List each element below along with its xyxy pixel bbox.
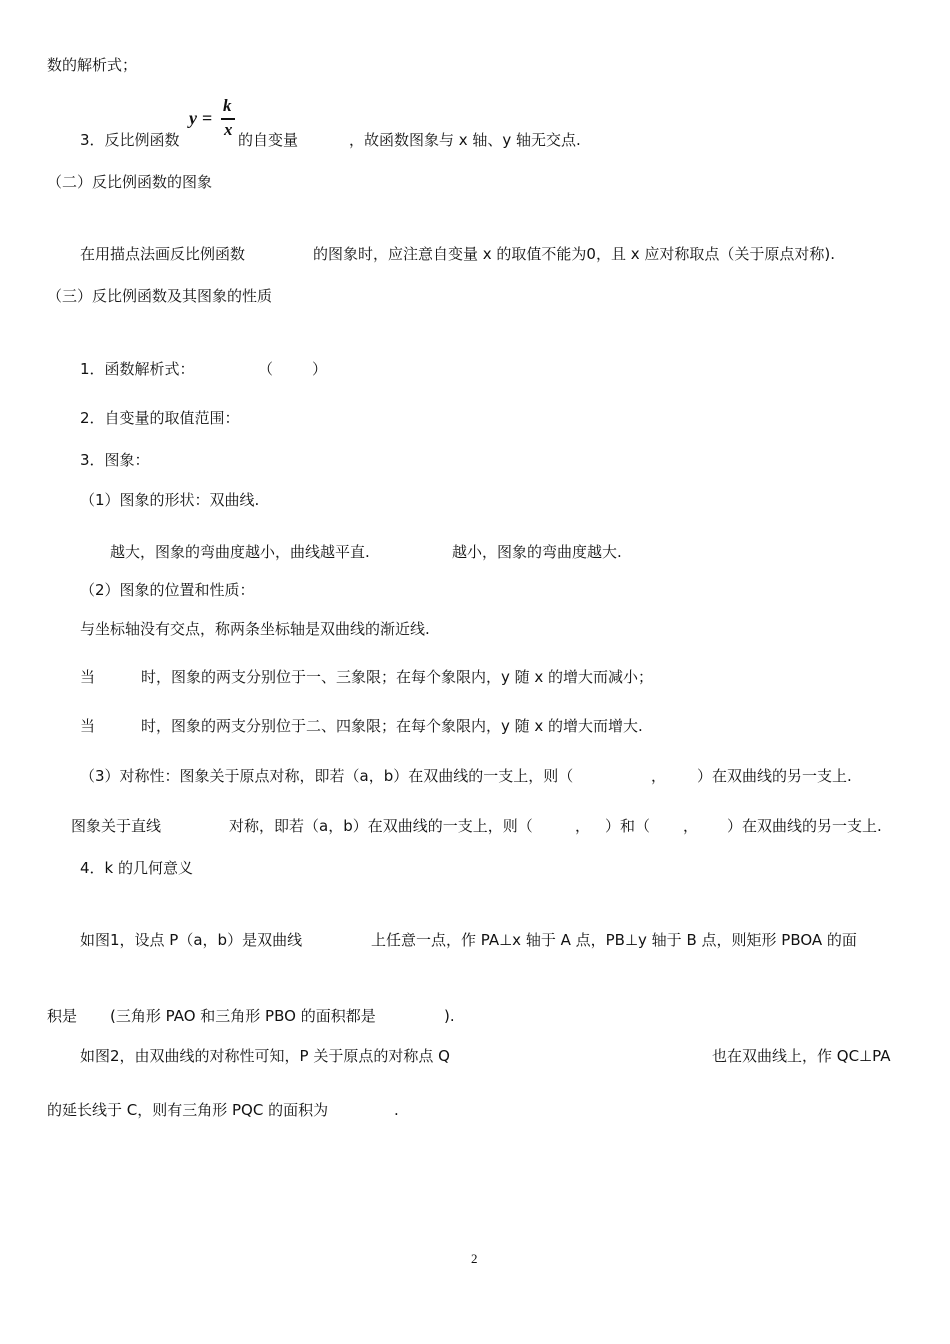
text-line: ）在双曲线的另一支上. [697,767,852,785]
text-line: 积是 [47,1007,78,1025]
text-line: 时，图象的两支分别位于二、四象限；在每个象限内，y 随 x 的增大而增大. [141,717,643,735]
text-line: ， [683,817,699,835]
text-line: 在用描点法画反比例函数 [80,245,246,263]
page-number: 2 [471,1251,478,1266]
text-line: 对称，即若（a，b）在双曲线的一支上，则（ [229,817,533,835]
text-line: . [394,1101,399,1119]
text-line: 上任意一点，作 PA⊥x 轴于 A 点，PB⊥y 轴于 B 点，则矩形 PBOA 的面 [371,931,857,949]
text-line: 2．自变量的取值范围： [80,409,240,427]
text-line: ）在双曲线的另一支上. [727,817,882,835]
text-line: 1．函数解析式： [80,360,195,378]
text-line: 当 [80,717,96,735]
text-line: 如图2，由双曲线的对称性可知，P 关于原点的对称点 Q [80,1047,450,1065]
text-line: ）和（ [605,817,651,835]
text-line: 当 [80,668,96,686]
text-line: 也在双曲线上，作 QC⊥PA [712,1047,891,1065]
text-line: （3）对称性：图象关于原点对称，即若（a，b）在双曲线的一支上，则（ [80,767,574,785]
formula-equals: = [202,108,213,128]
text-line: ). [444,1007,455,1025]
section-heading: （二）反比例函数的图象 [47,173,213,191]
text-line: 时，图象的两支分别位于一、三象限；在每个象限内，y 随 x 的增大而减小； [141,668,654,686]
text-line: 越小，图象的弯曲度越大. [452,543,622,561]
text-line: 3．反比例函数 [80,131,180,149]
text-line: 的延长线于 C，则有三角形 PQC 的面积为 [47,1101,329,1119]
text-line: （1）图象的形状：双曲线. [80,491,260,509]
text-line: 数的解析式； [47,56,138,74]
text-line: ， [575,817,591,835]
text-line: 图象关于直线 [71,817,162,835]
section-heading: （三）反比例函数及其图象的性质 [47,287,273,305]
text-line: (三角形 PAO 和三角形 PBO 的面积都是 [110,1007,376,1025]
formula-denominator-x: x [224,120,233,139]
text-line: 与坐标轴没有交点，称两条坐标轴是双曲线的渐近线. [80,620,430,638]
text-line: （2）图象的位置和性质： [80,581,255,599]
formula-numerator-k: k [223,96,232,115]
text-line: （ [258,360,274,378]
text-line: 4．k 的几何意义 [80,859,193,877]
text-line: 的图象时，应注意自变量 x 的取值不能为0，且 x 应对称取点（关于原点对称). [313,245,835,263]
text-line: 的自变量 [238,131,299,149]
text-line: ，故函数图象与 x 轴、y 轴无交点. [349,131,581,149]
text-line: ， [651,767,667,785]
text-line: 如图1，设点 P（a，b）是双曲线 [80,931,303,949]
text-line: ） [312,360,328,378]
formula-y: y [189,108,197,128]
text-line: 越大，图象的弯曲度越小，曲线越平直. [110,543,370,561]
text-line: 3．图象： [80,451,150,469]
